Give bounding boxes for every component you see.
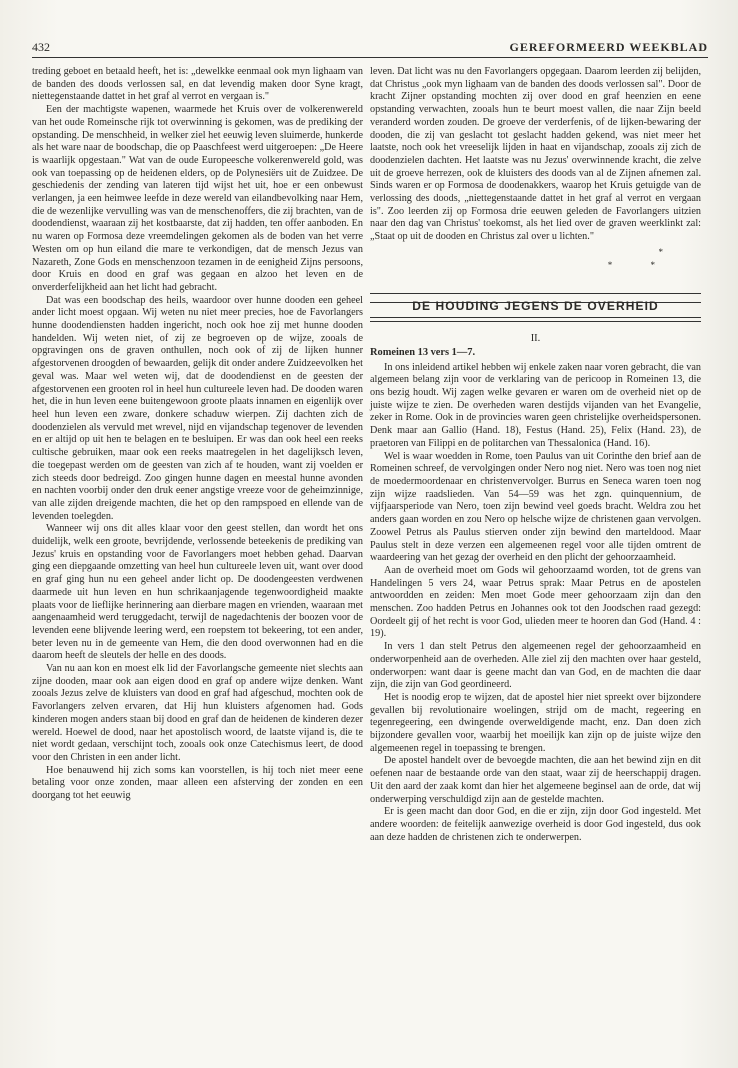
page-header [32, 40, 708, 56]
right-column [370, 66, 701, 844]
paragraph: Er is geen macht dan door God, en die er zijn, zijn door God ingesteld. Met andere woorden: de feitelijk aanwezige overheid is door God ingesteld, dus ook aan deze hadden de christenen zich te onderwerpen. [370, 806, 701, 843]
paragraph: Wanneer wij ons dit alles klaar voor den geest stellen, dan wordt het ons duidelijk, welk een groote, bevrijdende, verlossende beteekenis de prediking van Jezus' kruis en opstanding voor de Favorlangers moet hebben gehad. Daarvan ging een diepgaande omzetting van heel hun cultureele leven uit, want over dood en graf ging hun nu een geheel ander licht op. De doodengeesten verdwenen daarmede uit hun leven en hun schrikaanjagende tegenwoordigheid maakte plaats voor de lieflijke herinnering aan dierbare magen en vrienden, waaraan met aangenaamheid werd teruggedacht, terwijl de nagedachtenis der boozen voor de levenden eene blijvende leering werd, een roepstem tot bekeering, tot een ander, beter leven nu in de gemeente van Hem, die den dood overwonnen had en die daarom heeft de sleutels der helle en des doods. [32, 523, 363, 662]
paragraph: Van nu aan kon en moest elk lid der Favorlangsche gemeente niet slechts aan zijne dooden, maar ook aan eigen dood en graf op andere wijze denken. Want zooals Jezus zelve de kluisters van dood en graf had afgeschud, mochten ook de Favorlangers zelven ervaren, dat Hij hun kluisters afgenomen had. Gods kinderen mogen anders staan bij dood en graf dan de heidenen de kinderen dezer wereld. Hoewel de dood, naar het apostolisch woord, de laatste vijand is, die te niet wordt gedaan, verschijnt toch, zooals ook onze Catechismus leert, de dood voor den Christen in een ander licht. [32, 663, 363, 763]
left-column [32, 66, 363, 803]
section-numeral: II. [530, 333, 541, 345]
separator-stars: * [658, 246, 681, 257]
paragraph: Het is noodig erop te wijzen, dat de apostel hier niet spreekt over bijzondere gevallen bij revolutionaire woelingen, strijd om de macht, regeering en tegenregeering, een dwingende overweldigende macht, enz. Dan doen zich bijzondere gevallen voor, waarbij het moeilijk kan zijn op de juiste wijze den algemeenen regel in toepassing te brengen. [370, 691, 701, 754]
paragraph: De apostel handelt over de bevoegde machten, die aan het bewind zijn en dit oefenen naar de bestaande orde van den staat, waar zij de heerschappij dragen. Uit den aard der zaak komt dan hier het algemeene beginsel aan de orde, dat wij onderwerping verschuldigd zijn aan de gestelde machten. [370, 755, 701, 805]
page-number: 432 [32, 40, 50, 54]
paragraph: Een der machtigste wapenen, waarmede het Kruis over de volkerenwereld van het oude Romeinsche rijk tot overwinning is gekomen, was de prediking der opstanding. De menschheid, in welker ziel het eeuwig leven sluimerde, hunkerde als het ware naar de boodschap, die op Paaschfeest werd uitgeroepen: „De Heere is waarlijk opgestaan." Wat van de oude Europeesche volkerenwereld gold, was ook van toepassing op de heidenen elders, op de Polynesiërs uit de Zuidzee. De geschiedenis der zending van lateren tijd wijst het uit, hoe er een onbewust verlangen, ja een heimwee leefde in deze wereld van eilandbevolking naar Hem, die de wezenlijke vervulling was van de menschenoffers, die zij brachten, van de doodendienst, waaraan zij het kostbaarste, dat zij hadden, ten offer aanboden. En nu waren op Formosa deze vreemdelingen gekomen als de boden van het verre Westen om op hun eiland die mare te verkondigen, dat de mensch Jezus van Nazareth, Zone Gods en menschenzoon tezamen in de eenigheid Zijns persoons, door Kruis en dood en graf was gegaan en alzoo het leven en de onverderfelijkheid aan het licht had gebracht. [32, 104, 363, 293]
paragraph: In vers 1 dan stelt Petrus den algemeenen regel der gehoorzaamheid en onderworpenheid aan de overheden. Alle ziel zij den machten over haar gesteld, onderworpen: want daar is geene macht dan van God, en de machten die daar zijn, die zijn van God geordineerd. [370, 641, 701, 691]
paragraph: In ons inleidend artikel hebben wij enkele zaken naar voren gebracht, die van algemeen belang zijn voor de verklaring van de pericoop in Romeinen 13, die ons bezig houdt. Wij zagen welke gevaren er waren om de overheid niet op de juiste wijze te zien. De overheden waren destijds vijanden van het Evangelie, zeker in Rome. Ook in de provincies waren geen christelijke overheidspersonen. Denk maar aan Gallio (Hand. 18), Festus (Hand. 25), Felix (Hand. 23), de praetoren van Filippi en de politarchen van Thessalonica (Hand. 16). [370, 361, 701, 449]
paragraph: Dat was een boodschap des heils, waardoor over hunne dooden een geheel ander licht moest opgaan. Wij weten nu niet meer precies, hoe de Favorlangers hunne doodendiensten hadden ingericht, noch ook hoe zij met hunne dooden handelden. Wij weten niet, of zij ze begroeven op de wijze, zooals de opgravingen ons de graven onthullen, noch ook of zij de lijken hunner afgestorvenen droogden of bewaarden, gelijk dit onder andere Zuidzeevolken het geval was. Maar wel weten wij, dat de doodendienst en de geesten der afgestorvenen een grooten rol in heel hun cultureele leven had. De dooden waren het, die in hun leven eene buitengewoon groote plaats innamen en eigenlijk over heel hun leven een zware, donkere schaduw wierpen. Zij dachten zich de doodenzielen als vervuld met wrevel, nijd en vijandschap tegenover de levenden en er altijd op uit hen te belagen en te besluipen. Er was dan ook heel een reeks cultische gebruiken, maar ook een reeks maatregelen in het dagelijksch leven, die toegepast werden om de geesten van zich af te houden, want zij voelden er zich steeds door bedreigd. Zoo gingen hunne dagen en meestal hunne avonden en nachten voorbij onder den druk eener angstige vreeze voor de geheimzinnige, van alle zijden dreigende machten, die het op den rampspoed en ellende van de levenden toelegden. [32, 294, 363, 522]
section-heading [370, 287, 701, 323]
section-title: DE HOUDING JEGENS DE OVERHEID [412, 299, 659, 314]
paragraph: Aan de overheid moet om Gods wil gehoorzaamd worden, tot de grens van Handelingen 5 vers 24, waar Petrus sprak: Maar Petrus en de apostelen antwoordden en zeiden: Men moet Gode meer gehoorzaam zijn dan den menschen. Zoo hadden Petrus en Johannes ook tot den Joodschen raad gezegd: Oordeelt gij of het recht is voor God, ulieden meer te hooren dan God (Hand. 4 : 19). [370, 564, 701, 640]
section-subheading: Romeinen 13 vers 1—7. [370, 346, 476, 358]
paragraph: leven. Dat licht was nu den Favorlangers opgegaan. Daarom leerden zij belijden, dat Christus „ook myn lighaam van de banden des doods verlossen sal". Door de kracht Zijner opstanding mochten zij over dood en graf heenzien en eene opstanding verwachten, zooals hun te beurt moest vallen, die naar Zijn beeld veranderd worden zouden. De groeve der verderfenis, of de lijken-bewaring der dooden, die zij van geslacht tot geslacht hadden gekend, was niet meer het laatste, noch ook het vreeselijk lijden in haat en vijandschap, zooals zij zich de doodenzielen dachten. Het laatste was nu Jezus' overwinnende kracht, die zelve uit de groeve herrezen, ook de kluisters des doods van al de Zijnen afnemen zal. Sinds waren er op Formosa de doodenakkers, waarop het Kruis getuigde van de verlossing des doods, „niettegenstaande dattet in het graf al verrot en vergaan is". Zoo leerden zij op Formosa drie eeuwen geleden de Favorlangers uitzien naar den dag van Christus' toekomst, als het lied over de graven weerklinkt zal: „Staat op uit de dooden en Christus zal over u lichten." [370, 66, 701, 243]
paragraph: Hoe benauwend hij zich soms kan voorstellen, is hij toch niet meer eene betaling voor onze zonden, maar alleen een afsterving der zonden en een doorgang tot het eeuwig [32, 764, 363, 802]
magazine-title: GEREFORMEERD WEEKBLAD [509, 40, 708, 54]
separator-stars: * * [607, 259, 673, 270]
header-rule [32, 57, 708, 58]
paragraph: Wel is waar woedden in Rome, toen Paulus van uit Corinthe den brief aan de Romeinen schreef, de vervolgingen onder Nero nog niet. Nero was toen nog niet de moedermoordenaar en christenvervolger. Burrus en Seneca waren toen nog zijn wijze raadslieden. Van 54—59 was het zgn. quinquennium, de vijfjaarsperiode van Nero, toen zijn bewind veel goeds bracht. Weldra zou het anders gaan worden en zou Nero op helsche wijze de christenen gaan vervolgen. Zoowel Petrus als Paulus stierven onder zijn bewind den marteldood. Maar Paulus stelt in deze verzen een algemeenen regel voor alle tijden omtrent de waardeering van het gezag der overheid en den plicht der gehoorzaamheid. [370, 450, 701, 564]
section-rule [370, 317, 701, 318]
section-rule [370, 321, 701, 322]
paragraph: treding geboet en betaald heeft, het is: „dewelkke eenmaal ook myn lighaam van de banden des doods verlossen sal, en dat levendig maken door Syne kragt, niettegenstaande dattet in het graf al verrot en vergaan is." [32, 66, 363, 103]
